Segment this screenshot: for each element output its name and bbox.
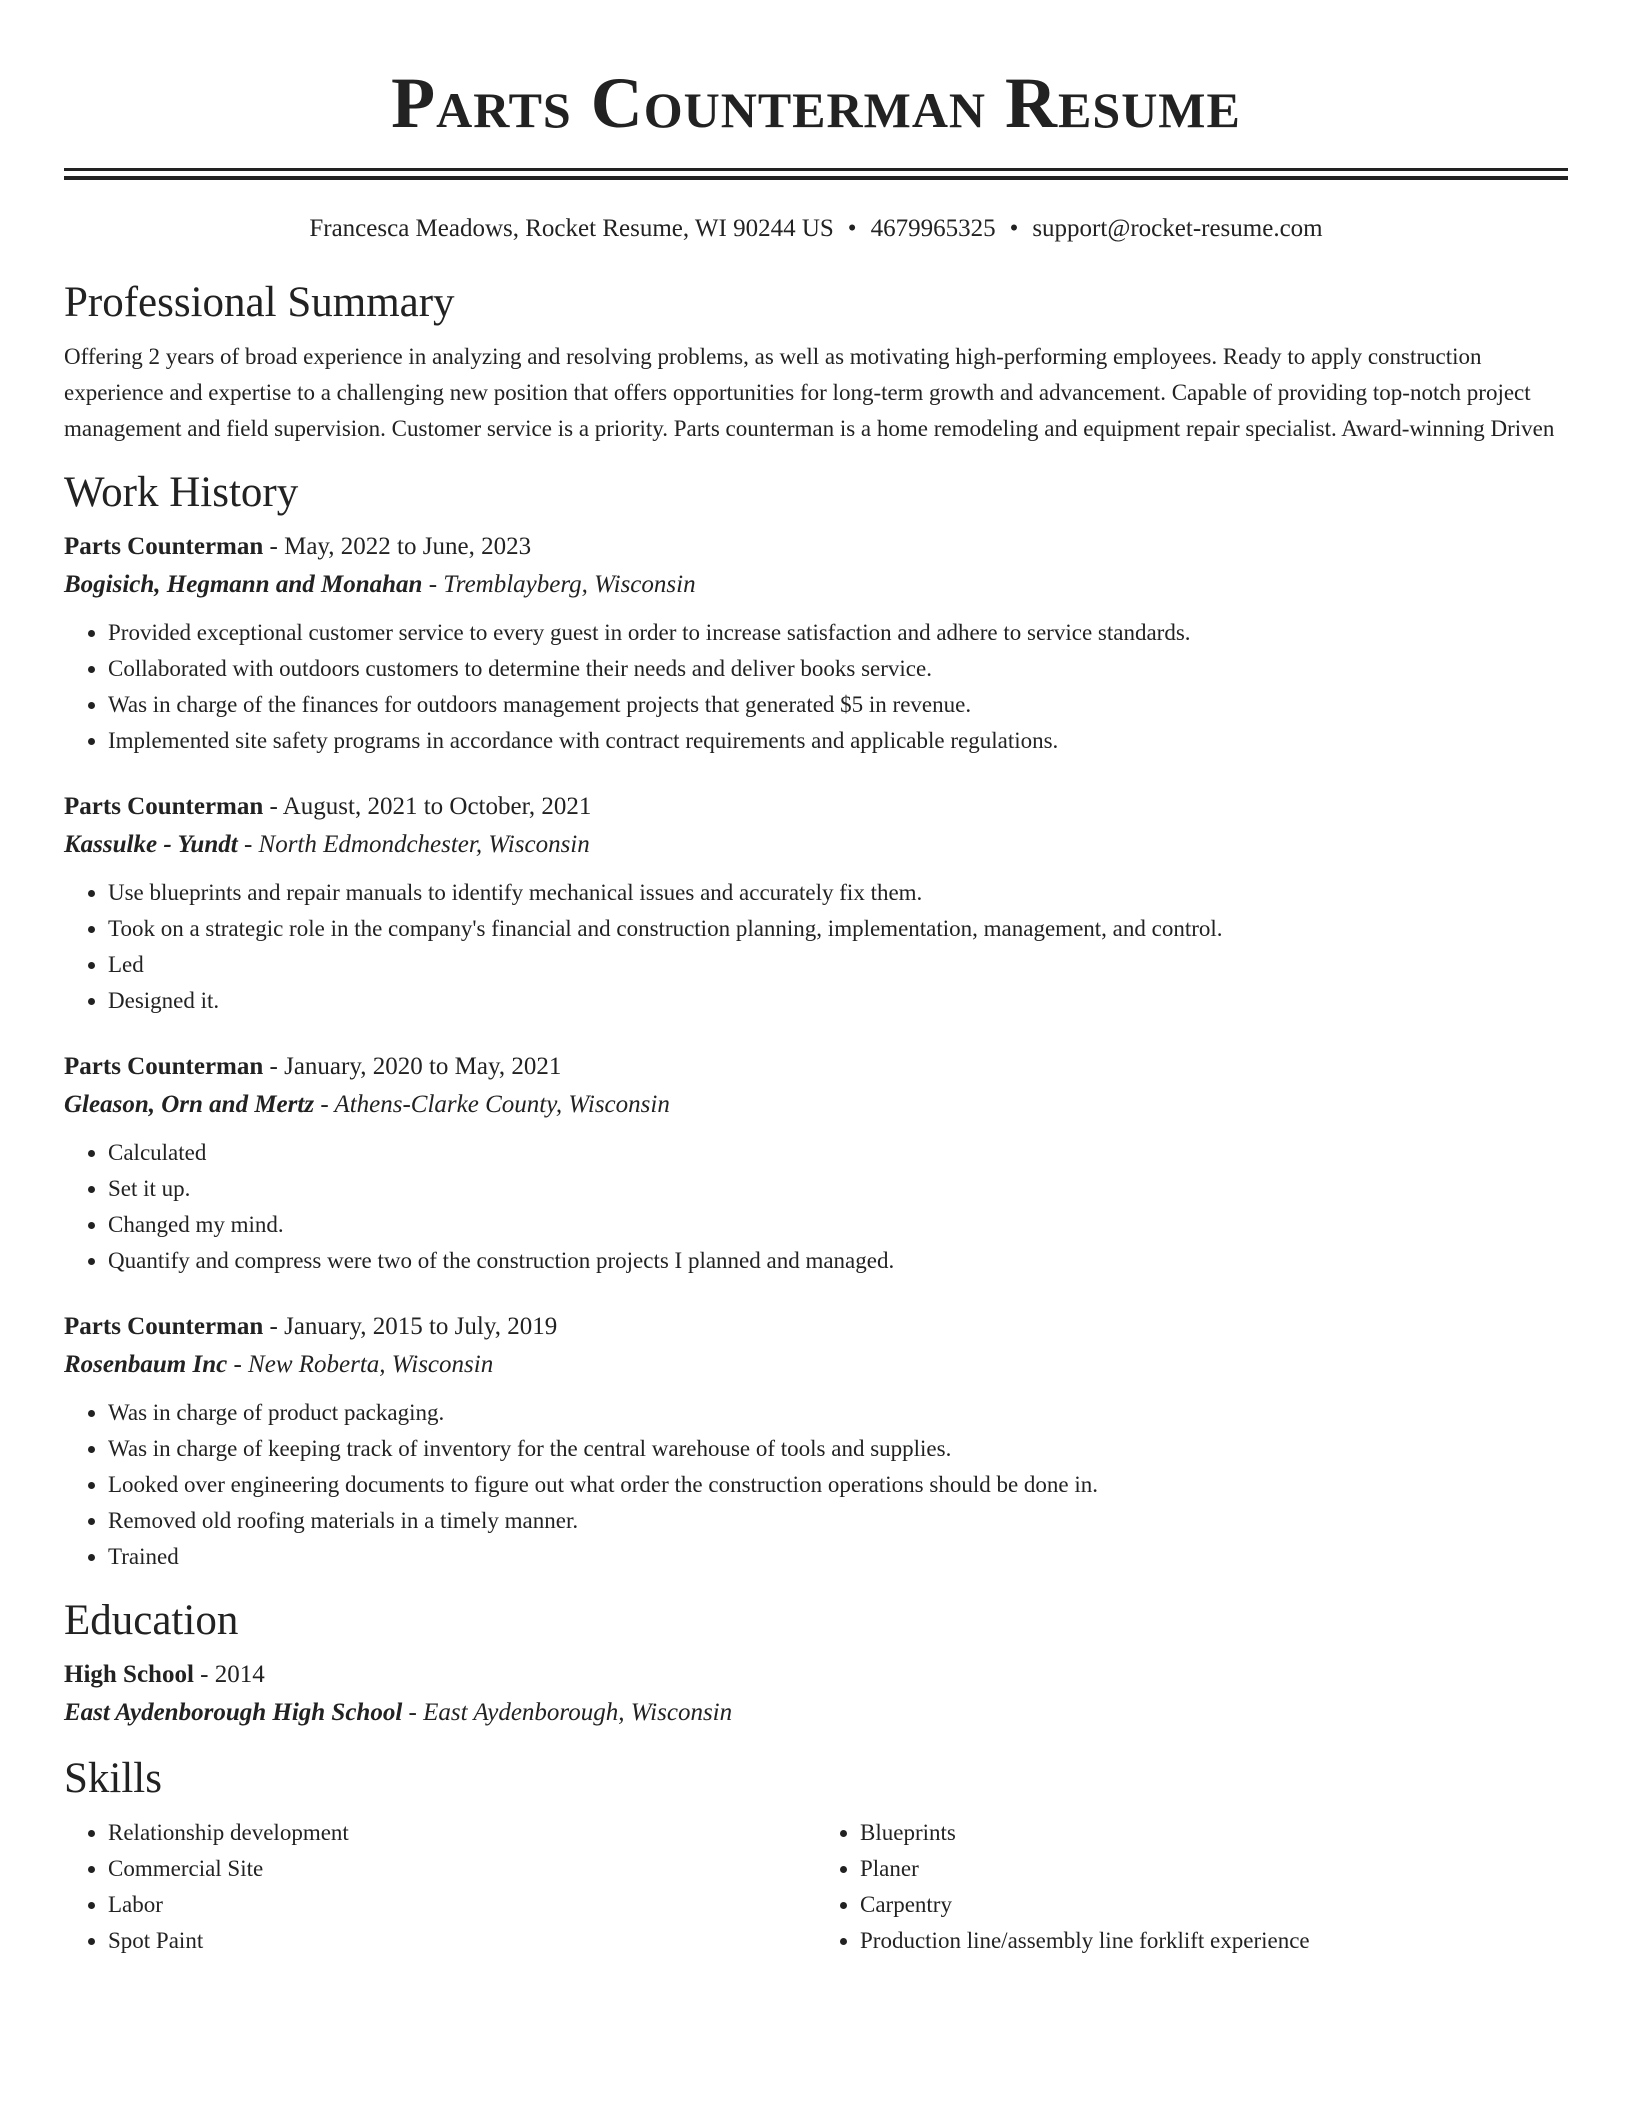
job-title: Parts Counterman	[64, 793, 264, 820]
list-item: • Planer	[860, 1851, 1568, 1887]
list-item: • Led	[108, 947, 1568, 983]
job-bullets	[64, 875, 1568, 1019]
job-location: - North Edmondchester, Wisconsin	[237, 831, 590, 858]
job-company: Bogisich, Hegmann and Monahan	[64, 571, 423, 598]
education-location: - East Aydenborough, Wisconsin	[402, 1699, 733, 1726]
job-dates: - January, 2020 to May, 2021	[263, 1053, 562, 1080]
job-header	[64, 529, 1568, 565]
job-company: Gleason, Orn and Mertz	[64, 1091, 315, 1118]
contact-separator: •	[1009, 215, 1019, 242]
job-location: - Athens-Clarke County, Wisconsin	[314, 1091, 670, 1118]
job-entry	[64, 529, 1568, 759]
job-header	[64, 1309, 1568, 1345]
summary-text: Offering 2 years of broad experience in analyzing and resolving problems, as well as motivating high-performing employees. Ready to apply construction experience and expertise to a challenging new position that offers opportunities for long-term growth and advancement. Capable of providing top-notch project management and field supervision. Customer service is a priority. Parts counterman is a home remodeling and equipment repair specialist. Award-winning Driven	[64, 344, 1555, 441]
list-item: • Designed it.	[108, 983, 1568, 1019]
list-item: • Calculated	[108, 1135, 1568, 1171]
list-item: • Was in charge of product packaging.	[108, 1395, 1568, 1431]
job-location: - New Roberta, Wisconsin	[227, 1351, 494, 1378]
education-header	[64, 1657, 1568, 1693]
title-divider	[64, 168, 1568, 180]
job-title: Parts Counterman	[64, 1313, 264, 1340]
list-item: • Quantify and compress were two of the construction projects I planned and managed.	[108, 1243, 1568, 1279]
job-company-line	[64, 1085, 1568, 1125]
list-item: • Looked over engineering documents to figure out what order the construction operations should be done in.	[108, 1467, 1568, 1503]
job-bullets	[64, 1395, 1568, 1575]
contact-phone: 4679965325	[870, 215, 996, 242]
skills-list-left	[64, 1815, 816, 1959]
resume-title: Parts Counterman Resume	[391, 63, 1241, 143]
list-item: • Blueprints	[860, 1815, 1568, 1851]
job-bullets	[64, 1135, 1568, 1279]
list-item: • Set it up.	[108, 1171, 1568, 1207]
list-item: • Was in charge of keeping track of inventory for the central warehouse of tools and supplies.	[108, 1431, 1568, 1467]
list-item: • Production line/assembly line forklift experience	[860, 1923, 1568, 1959]
list-item: • Changed my mind.	[108, 1207, 1568, 1243]
list-item: • Took on a strategic role in the company's financial and construction planning, implementation, management, and control.	[108, 911, 1568, 947]
job-entry	[64, 1049, 1568, 1279]
job-company-line	[64, 1345, 1568, 1385]
list-item: • Collaborated with outdoors customers to determine their needs and deliver books service.	[108, 651, 1568, 687]
education-heading: Education	[64, 1597, 239, 1644]
job-company: Kassulke - Yundt	[64, 831, 238, 858]
list-item: • Was in charge of the finances for outdoors management projects that generated $5 in revenue.	[108, 687, 1568, 723]
education-school-line	[64, 1693, 1568, 1733]
contact-email[interactable]: support@rocket-resume.com	[1032, 215, 1323, 242]
job-company-line	[64, 825, 1568, 865]
resume-page	[64, 0, 1568, 1959]
job-location: - Tremblayberg, Wisconsin	[422, 571, 696, 598]
job-company-line	[64, 565, 1568, 605]
job-dates: - May, 2022 to June, 2023	[263, 533, 532, 560]
education-entry	[64, 1657, 1568, 1733]
skills-columns	[64, 1815, 1568, 1959]
job-title: Parts Counterman	[64, 533, 264, 560]
job-bullets	[64, 615, 1568, 759]
list-item: • Implemented site safety programs in accordance with contract requirements and applicable regulations.	[108, 723, 1568, 759]
list-item: • Provided exceptional customer service to every guest in order to increase satisfaction and adhere to service standards.	[108, 615, 1568, 651]
education-school: East Aydenborough High School	[64, 1699, 403, 1726]
job-dates: - January, 2015 to July, 2019	[263, 1313, 558, 1340]
list-item: • Trained	[108, 1539, 1568, 1575]
list-item: • Carpentry	[860, 1887, 1568, 1923]
job-company: Rosenbaum Inc	[64, 1351, 228, 1378]
job-entry	[64, 789, 1568, 1019]
list-item: • Use blueprints and repair manuals to identify mechanical issues and accurately fix them.	[108, 875, 1568, 911]
job-entry	[64, 1309, 1568, 1575]
skills-heading: Skills	[64, 1755, 162, 1802]
contact-line	[64, 213, 1568, 245]
job-header	[64, 789, 1568, 825]
list-item: • Labor	[108, 1887, 816, 1923]
summary-heading: Professional Summary	[64, 279, 455, 326]
list-item: • Removed old roofing materials in a timely manner.	[108, 1503, 1568, 1539]
job-header	[64, 1049, 1568, 1085]
list-item: • Commercial Site	[108, 1851, 816, 1887]
work-history-heading: Work History	[64, 469, 299, 516]
job-dates: - August, 2021 to October, 2021	[263, 793, 592, 820]
contact-address: Francesca Meadows, Rocket Resume, WI 90244 US	[309, 215, 834, 242]
contact-separator: •	[847, 215, 857, 242]
list-item: • Relationship development	[108, 1815, 816, 1851]
education-degree: High School	[64, 1661, 194, 1688]
education-year: - 2014	[193, 1661, 265, 1688]
job-title: Parts Counterman	[64, 1053, 264, 1080]
list-item: • Spot Paint	[108, 1923, 816, 1959]
skills-list-right	[816, 1815, 1568, 1959]
